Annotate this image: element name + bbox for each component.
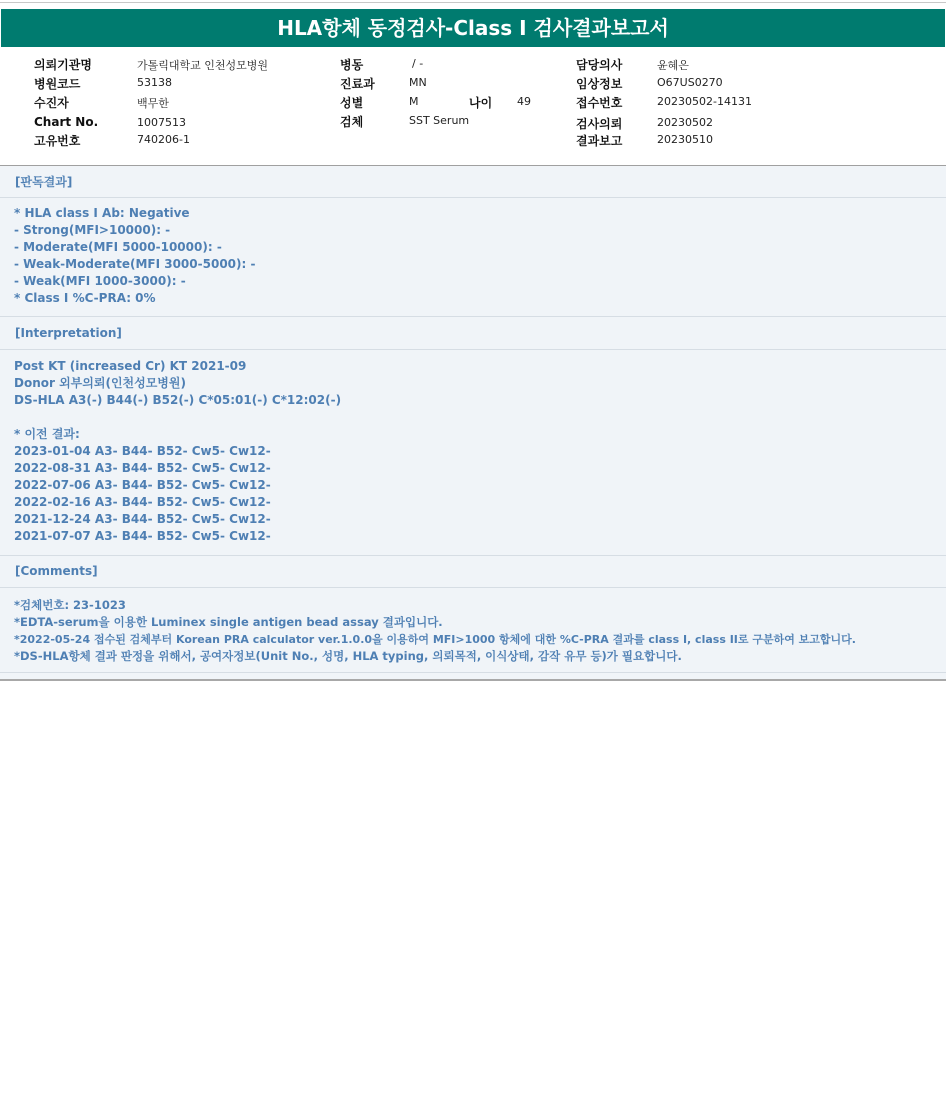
clinical-info-label: 임상정보	[576, 77, 623, 91]
requesting-institution-label: 의뢰기관명	[34, 58, 92, 72]
specimen-label: 검체	[340, 115, 364, 129]
receipt-no-value: 20230502-14131	[657, 95, 752, 108]
specimen-value: SST Serum	[409, 114, 470, 127]
doctor-label: 담당의사	[576, 58, 623, 72]
comments-body	[14, 597, 856, 665]
interpretation-line	[14, 409, 341, 426]
result-heading-divider	[0, 197, 946, 198]
ward-label: 병동	[340, 58, 364, 72]
hospital-code-label: 병원코드	[34, 77, 81, 91]
comments-heading	[0, 564, 946, 581]
interpretation-heading	[0, 326, 946, 343]
sex-value: M	[409, 95, 419, 108]
interpretation-section-divider	[0, 555, 946, 556]
interpretation-line: 2021-07-07 A3- B44- B52- Cw5- Cw12-	[14, 529, 271, 543]
interpretation-line: 2022-08-31 A3- B44- B52- Cw5- Cw12-	[14, 461, 271, 475]
sex-label: 성별	[340, 96, 364, 110]
request-date-label: 검사의뢰	[576, 117, 623, 131]
result-heading	[0, 173, 946, 190]
request-date-value: 20230502	[657, 116, 713, 129]
result-body	[14, 205, 255, 307]
patient-info-panel	[0, 47, 946, 164]
result-area	[0, 166, 946, 679]
comment-line: *EDTA-serum을 이용한 Luminex single antigen bead assay 결과입니다.	[14, 615, 443, 629]
comments-section-divider	[0, 672, 946, 673]
comments-heading-text: [Comments]	[15, 564, 98, 578]
unique-no-label: 고유번호	[34, 134, 81, 148]
chart-no-value: 1007513	[137, 116, 186, 129]
comment-line: *DS-HLA항체 결과 판정을 위해서, 공여자정보(Unit No., 성명, HLA typing, 의뢰목적, 이식상태, 감작 유무 등)가 필요합니다.	[14, 649, 682, 663]
interpretation-line: * 이전 결과:	[14, 427, 80, 441]
interpretation-heading-text: [Interpretation]	[15, 326, 122, 340]
clinical-info-value: O67US0270	[657, 76, 723, 89]
examinee-label: 수진자	[34, 96, 69, 110]
doctor-value: 윤혜은	[657, 59, 689, 72]
result-line: - Weak-Moderate(MFI 3000-5000): -	[14, 257, 256, 271]
chart-no-label: Chart No.	[34, 115, 99, 129]
examinee-value: 백무한	[137, 97, 169, 110]
comment-line: *2022-05-24 접수된 검체부터 Korean PRA calculator ver.1.0.0을 이용하여 MFI>1000 항체에 대한 %C-PRA 결과를 class I, class II로 구분하여 보고합니다.	[14, 633, 856, 646]
report-title: HLA항체 동정검사-Class I 검사결과보고서	[1, 9, 945, 47]
department-value: MN	[409, 76, 427, 89]
requesting-institution-value: 가톨릭대학교 인천성모병원	[137, 59, 269, 72]
interpretation-line: 2023-01-04 A3- B44- B52- Cw5- Cw12-	[14, 444, 271, 458]
hospital-code-value: 53138	[137, 76, 172, 89]
result-heading-text: [판독결과]	[15, 175, 73, 189]
result-line: - Strong(MFI>10000): -	[14, 223, 171, 237]
receipt-no-label: 접수번호	[576, 96, 623, 110]
result-line: * HLA class I Ab: Negative	[14, 206, 190, 220]
interpretation-line: 2021-12-24 A3- B44- B52- Cw5- Cw12-	[14, 512, 271, 526]
ward-value: / -	[412, 57, 424, 70]
top-divider	[0, 2, 946, 3]
result-line: - Weak(MFI 1000-3000): -	[14, 274, 186, 288]
interpretation-line: Post KT (increased Cr) KT 2021-09	[14, 359, 247, 373]
interpretation-heading-divider	[0, 349, 946, 350]
result-line: - Moderate(MFI 5000-10000): -	[14, 240, 222, 254]
report-date-value: 20230510	[657, 133, 713, 146]
age-value: 49	[517, 95, 531, 108]
interpretation-line: 2022-02-16 A3- B44- B52- Cw5- Cw12-	[14, 495, 271, 509]
comment-line: *검체번호: 23-1023	[14, 598, 126, 612]
interpretation-line: Donor 외부의뢰(인천성모병원)	[14, 376, 186, 390]
interpretation-line: DS-HLA A3(-) B44(-) B52(-) C*05:01(-) C*12:02(-)	[14, 393, 342, 407]
age-label: 나이	[469, 96, 493, 110]
result-section-divider	[0, 316, 946, 317]
comments-heading-divider	[0, 587, 946, 588]
interpretation-line: 2022-07-06 A3- B44- B52- Cw5- Cw12-	[14, 478, 271, 492]
interpretation-body	[14, 358, 341, 545]
department-label: 진료과	[340, 77, 375, 91]
report-date-label: 결과보고	[576, 134, 623, 148]
bottom-divider	[0, 679, 946, 681]
result-line: * Class I %C-PRA: 0%	[14, 291, 156, 305]
unique-no-value: 740206-1	[137, 133, 190, 146]
